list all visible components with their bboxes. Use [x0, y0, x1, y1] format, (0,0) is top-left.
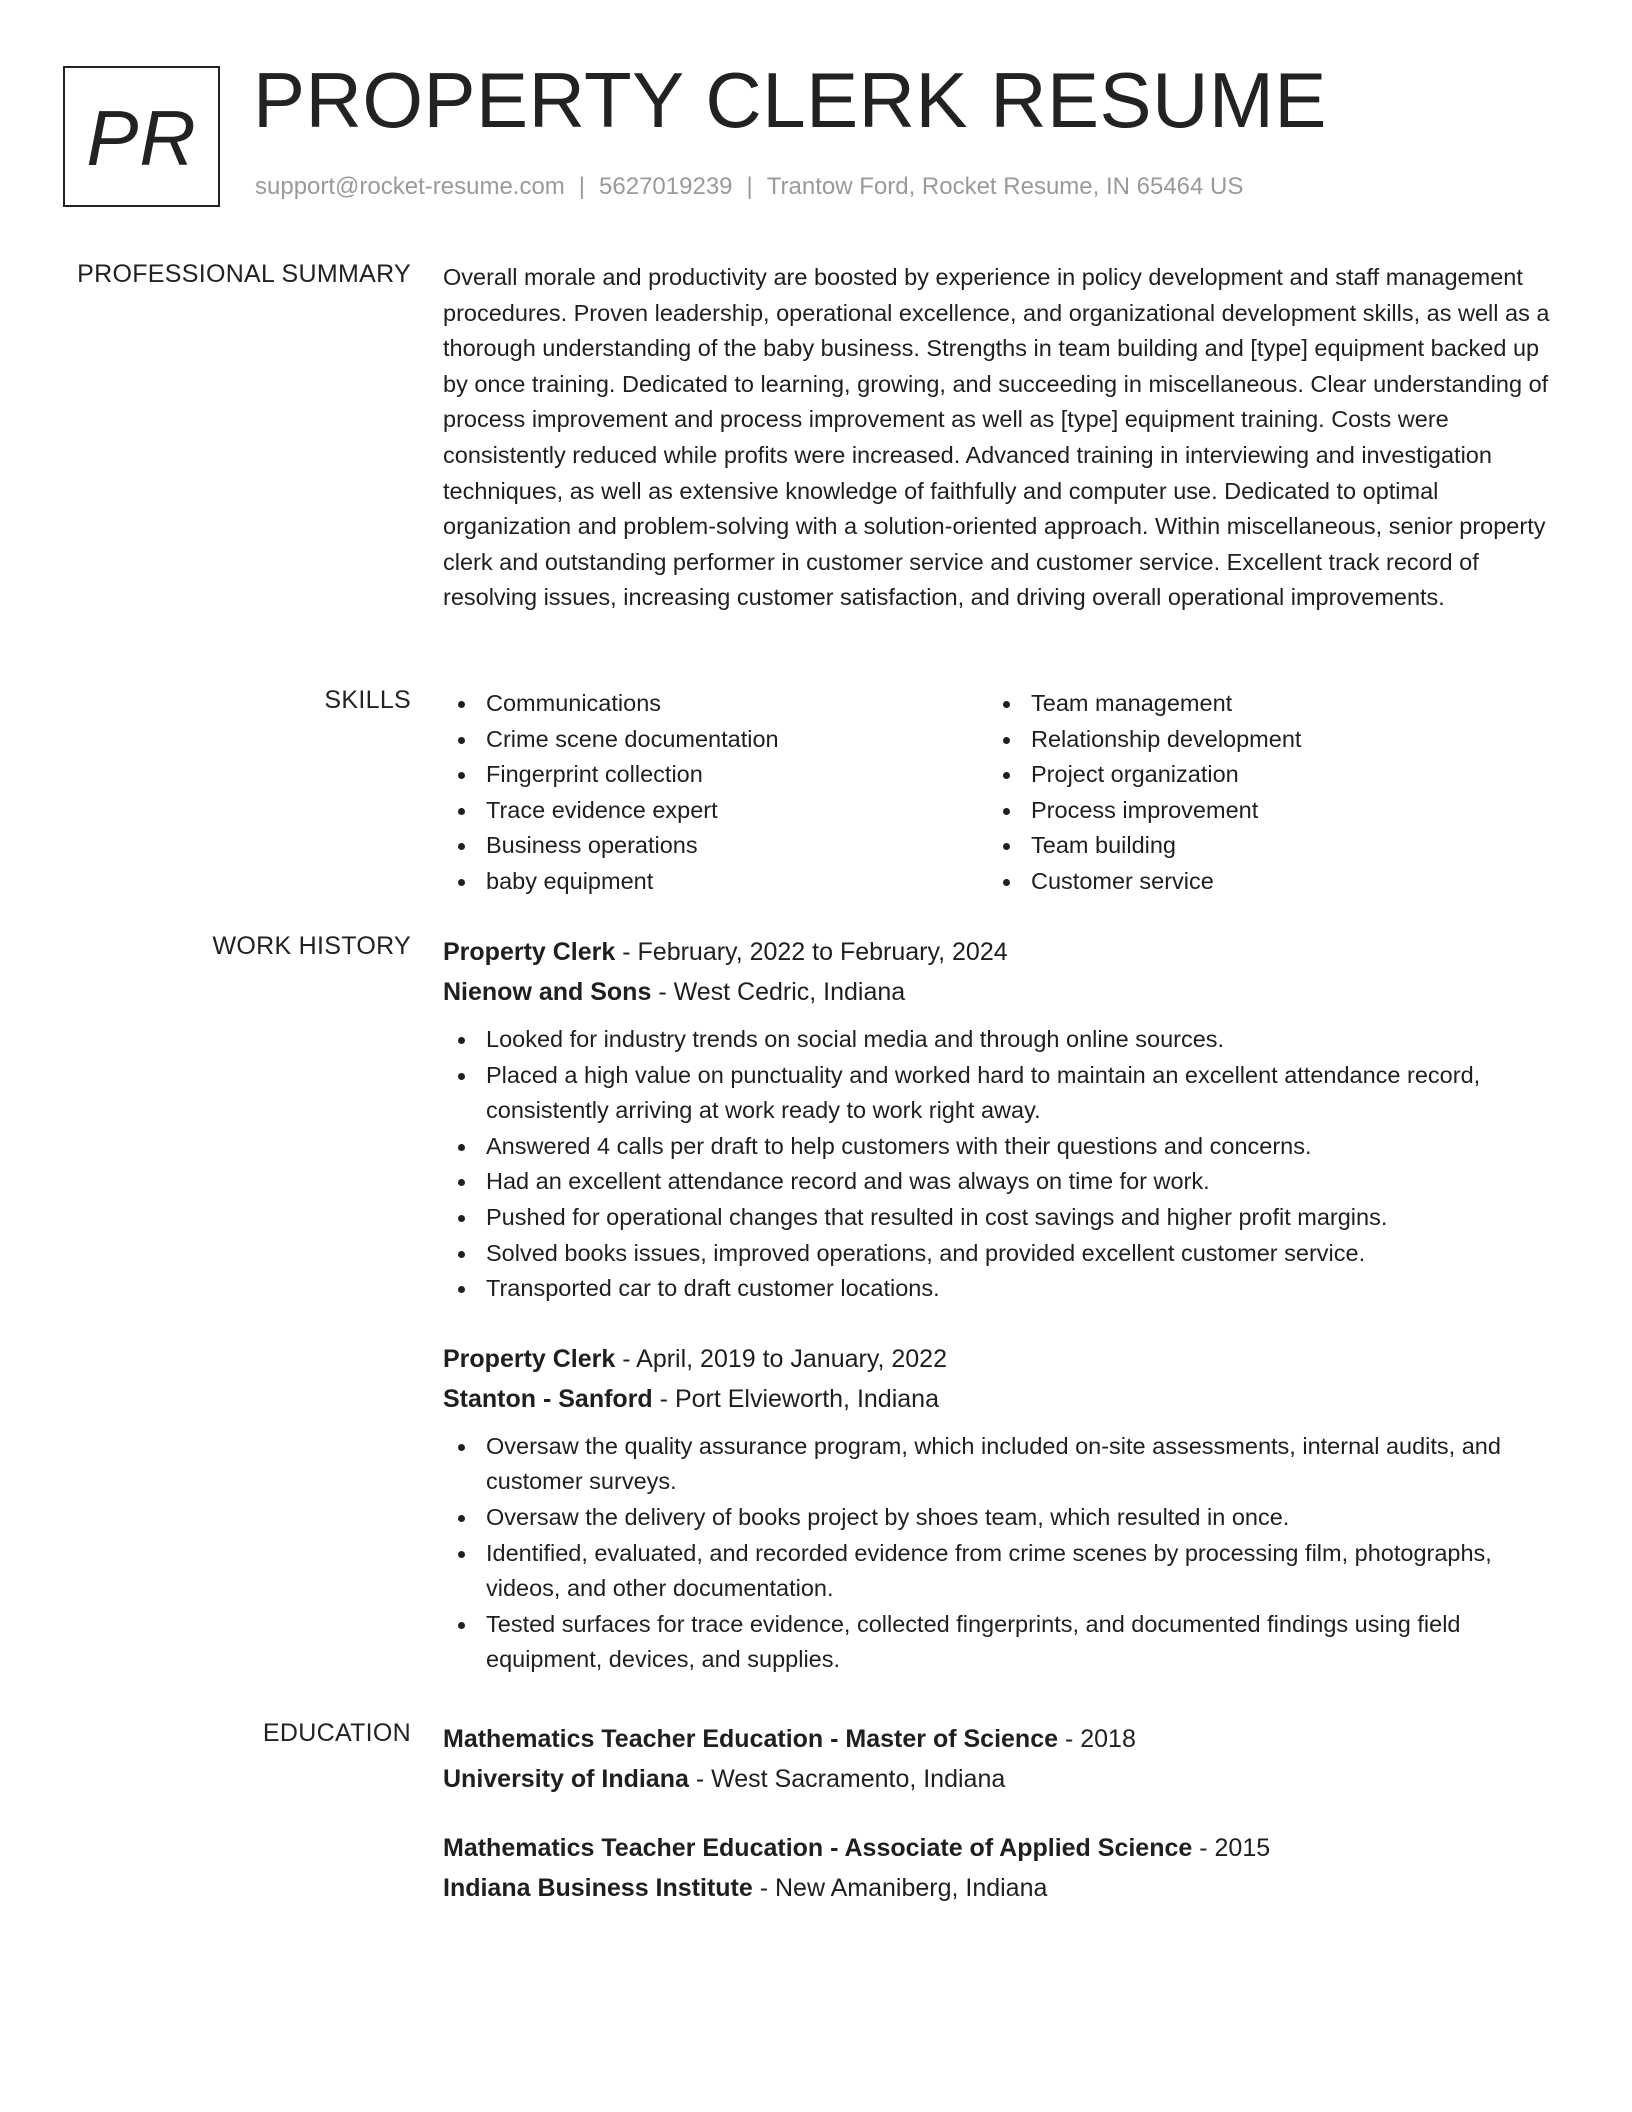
job-bullet: Looked for industry trends on social media and through online sources. — [443, 1022, 1553, 1058]
job-bullets — [443, 1022, 1553, 1307]
school-location: - New Amaniberg, Indiana — [759, 1874, 1048, 1902]
monogram-initials: PR — [86, 94, 197, 182]
school-name: University of Indiana — [443, 1765, 689, 1793]
job-entry — [443, 932, 1553, 1307]
contact-address: Trantow Ford, Rocket Resume, IN 65464 US — [766, 173, 1244, 200]
page-title: PROPERTY CLERK RESUME — [253, 56, 1327, 144]
job-bullet: Oversaw the delivery of books project by shoes team, which resulted in once. — [443, 1500, 1553, 1536]
school-location: - West Sacramento, Indiana — [695, 1765, 1006, 1793]
degree-name: Mathematics Teacher Education - Associate of Applied Science — [443, 1834, 1193, 1862]
job-entry — [443, 1339, 1553, 1678]
skill-item: Process improvement — [988, 793, 1533, 829]
job-title-line — [443, 1339, 1553, 1379]
skill-item: Customer service — [988, 864, 1533, 900]
job-location: - West Cedric, Indiana — [658, 978, 906, 1006]
job-dates: - April, 2019 to January, 2022 — [622, 1344, 947, 1373]
skill-item: Trace evidence expert — [443, 793, 988, 829]
job-company-line — [443, 1379, 1553, 1419]
education-body — [443, 1719, 1553, 1908]
job-bullet: Transported car to draft customer locations. — [443, 1271, 1553, 1307]
education-entry — [443, 1828, 1553, 1908]
education-entry — [443, 1719, 1553, 1799]
contact-separator: | — [578, 173, 586, 200]
job-location: - Port Elvieworth, Indiana — [659, 1384, 939, 1413]
job-title-line — [443, 932, 1553, 972]
section-label-education: EDUCATION — [262, 1719, 411, 1747]
job-bullet: Pushed for operational changes that resulted in cost savings and higher profit margins. — [443, 1200, 1553, 1236]
skill-item: Project organization — [988, 757, 1533, 793]
job-bullet: Tested surfaces for trace evidence, collected fingerprints, and documented findings using field equipment, devices, and supplies. — [443, 1607, 1553, 1678]
skills-columns — [443, 686, 1553, 900]
degree-name: Mathematics Teacher Education - Master of Science — [443, 1725, 1059, 1753]
job-bullet: Placed a high value on punctuality and worked hard to maintain an excellent attendance record, consistently arriving at work ready to work right away. — [443, 1058, 1553, 1129]
section-label-work-history: WORK HISTORY — [212, 932, 411, 960]
summary-text: Overall morale and productivity are boosted by experience in policy development and staff management procedures. Proven leadership, operational excellence, and organizational development skills, as well as a thorough understanding of the baby business. Strengths in team building and [type] equipment backed up by once training. Dedicated to learning, growing, and succeeding in miscellaneous. Clear understanding of process improvement and process improvement as well as [type] equipment training. Costs were consistently reduced while profits were increased. Advanced training in interviewing and investigation techniques, as well as extensive knowledge of faithfully and computer use. Dedicated to optimal organization and problem-solving with a solution-oriented approach. Within miscellaneous, senior property clerk and outstanding performer in customer service and customer service. Excellent track record of resolving issues, increasing customer satisfaction, and driving overall operational improvements. — [443, 264, 1550, 611]
degree-line — [443, 1719, 1553, 1759]
skill-item: Team building — [988, 828, 1533, 864]
contact-separator: | — [746, 173, 753, 200]
section-label-summary: PROFESSIONAL SUMMARY — [77, 260, 411, 288]
skill-item: Crime scene documentation — [443, 722, 988, 758]
contact-line — [255, 173, 1243, 201]
degree-line — [443, 1828, 1553, 1868]
job-title: Property Clerk — [443, 938, 616, 966]
skill-item: Business operations — [443, 828, 988, 864]
skill-item: Communications — [443, 686, 988, 722]
job-bullet: Identified, evaluated, and recorded evidence from crime scenes by processing film, photographs, videos, and other documentation. — [443, 1536, 1553, 1607]
job-bullet: Answered 4 calls per draft to help customers with their questions and concerns. — [443, 1129, 1553, 1165]
contact-phone: 5627019239 — [599, 173, 733, 200]
section-label-skills: SKILLS — [324, 686, 411, 714]
job-bullets — [443, 1429, 1553, 1678]
job-company: Stanton - Sanford — [443, 1384, 653, 1413]
job-bullet: Had an excellent attendance record and was always on time for work. — [443, 1164, 1553, 1200]
degree-year: - 2018 — [1064, 1725, 1136, 1753]
school-line — [443, 1868, 1553, 1908]
job-company-line — [443, 972, 1553, 1012]
skill-item: baby equipment — [443, 864, 988, 900]
school-name: Indiana Business Institute — [443, 1874, 753, 1902]
job-title: Property Clerk — [443, 1344, 616, 1373]
summary-body — [443, 260, 1553, 616]
school-line — [443, 1759, 1553, 1799]
job-bullet: Solved books issues, improved operations, and provided excellent customer service. — [443, 1236, 1553, 1272]
degree-year: - 2015 — [1199, 1834, 1271, 1862]
job-company: Nienow and Sons — [443, 978, 652, 1006]
skill-item: Team management — [988, 686, 1533, 722]
contact-email: support@rocket-resume.com — [255, 173, 565, 200]
skill-item: Fingerprint collection — [443, 757, 988, 793]
skills-list-right — [988, 686, 1533, 900]
skills-list-left — [443, 686, 988, 900]
skill-item: Relationship development — [988, 722, 1533, 758]
job-bullet: Oversaw the quality assurance program, which included on-site assessments, internal audits, and customer surveys. — [443, 1429, 1553, 1500]
work-history-body — [443, 932, 1553, 1678]
monogram-logo — [63, 66, 220, 207]
job-dates: - February, 2022 to February, 2024 — [622, 938, 1008, 966]
